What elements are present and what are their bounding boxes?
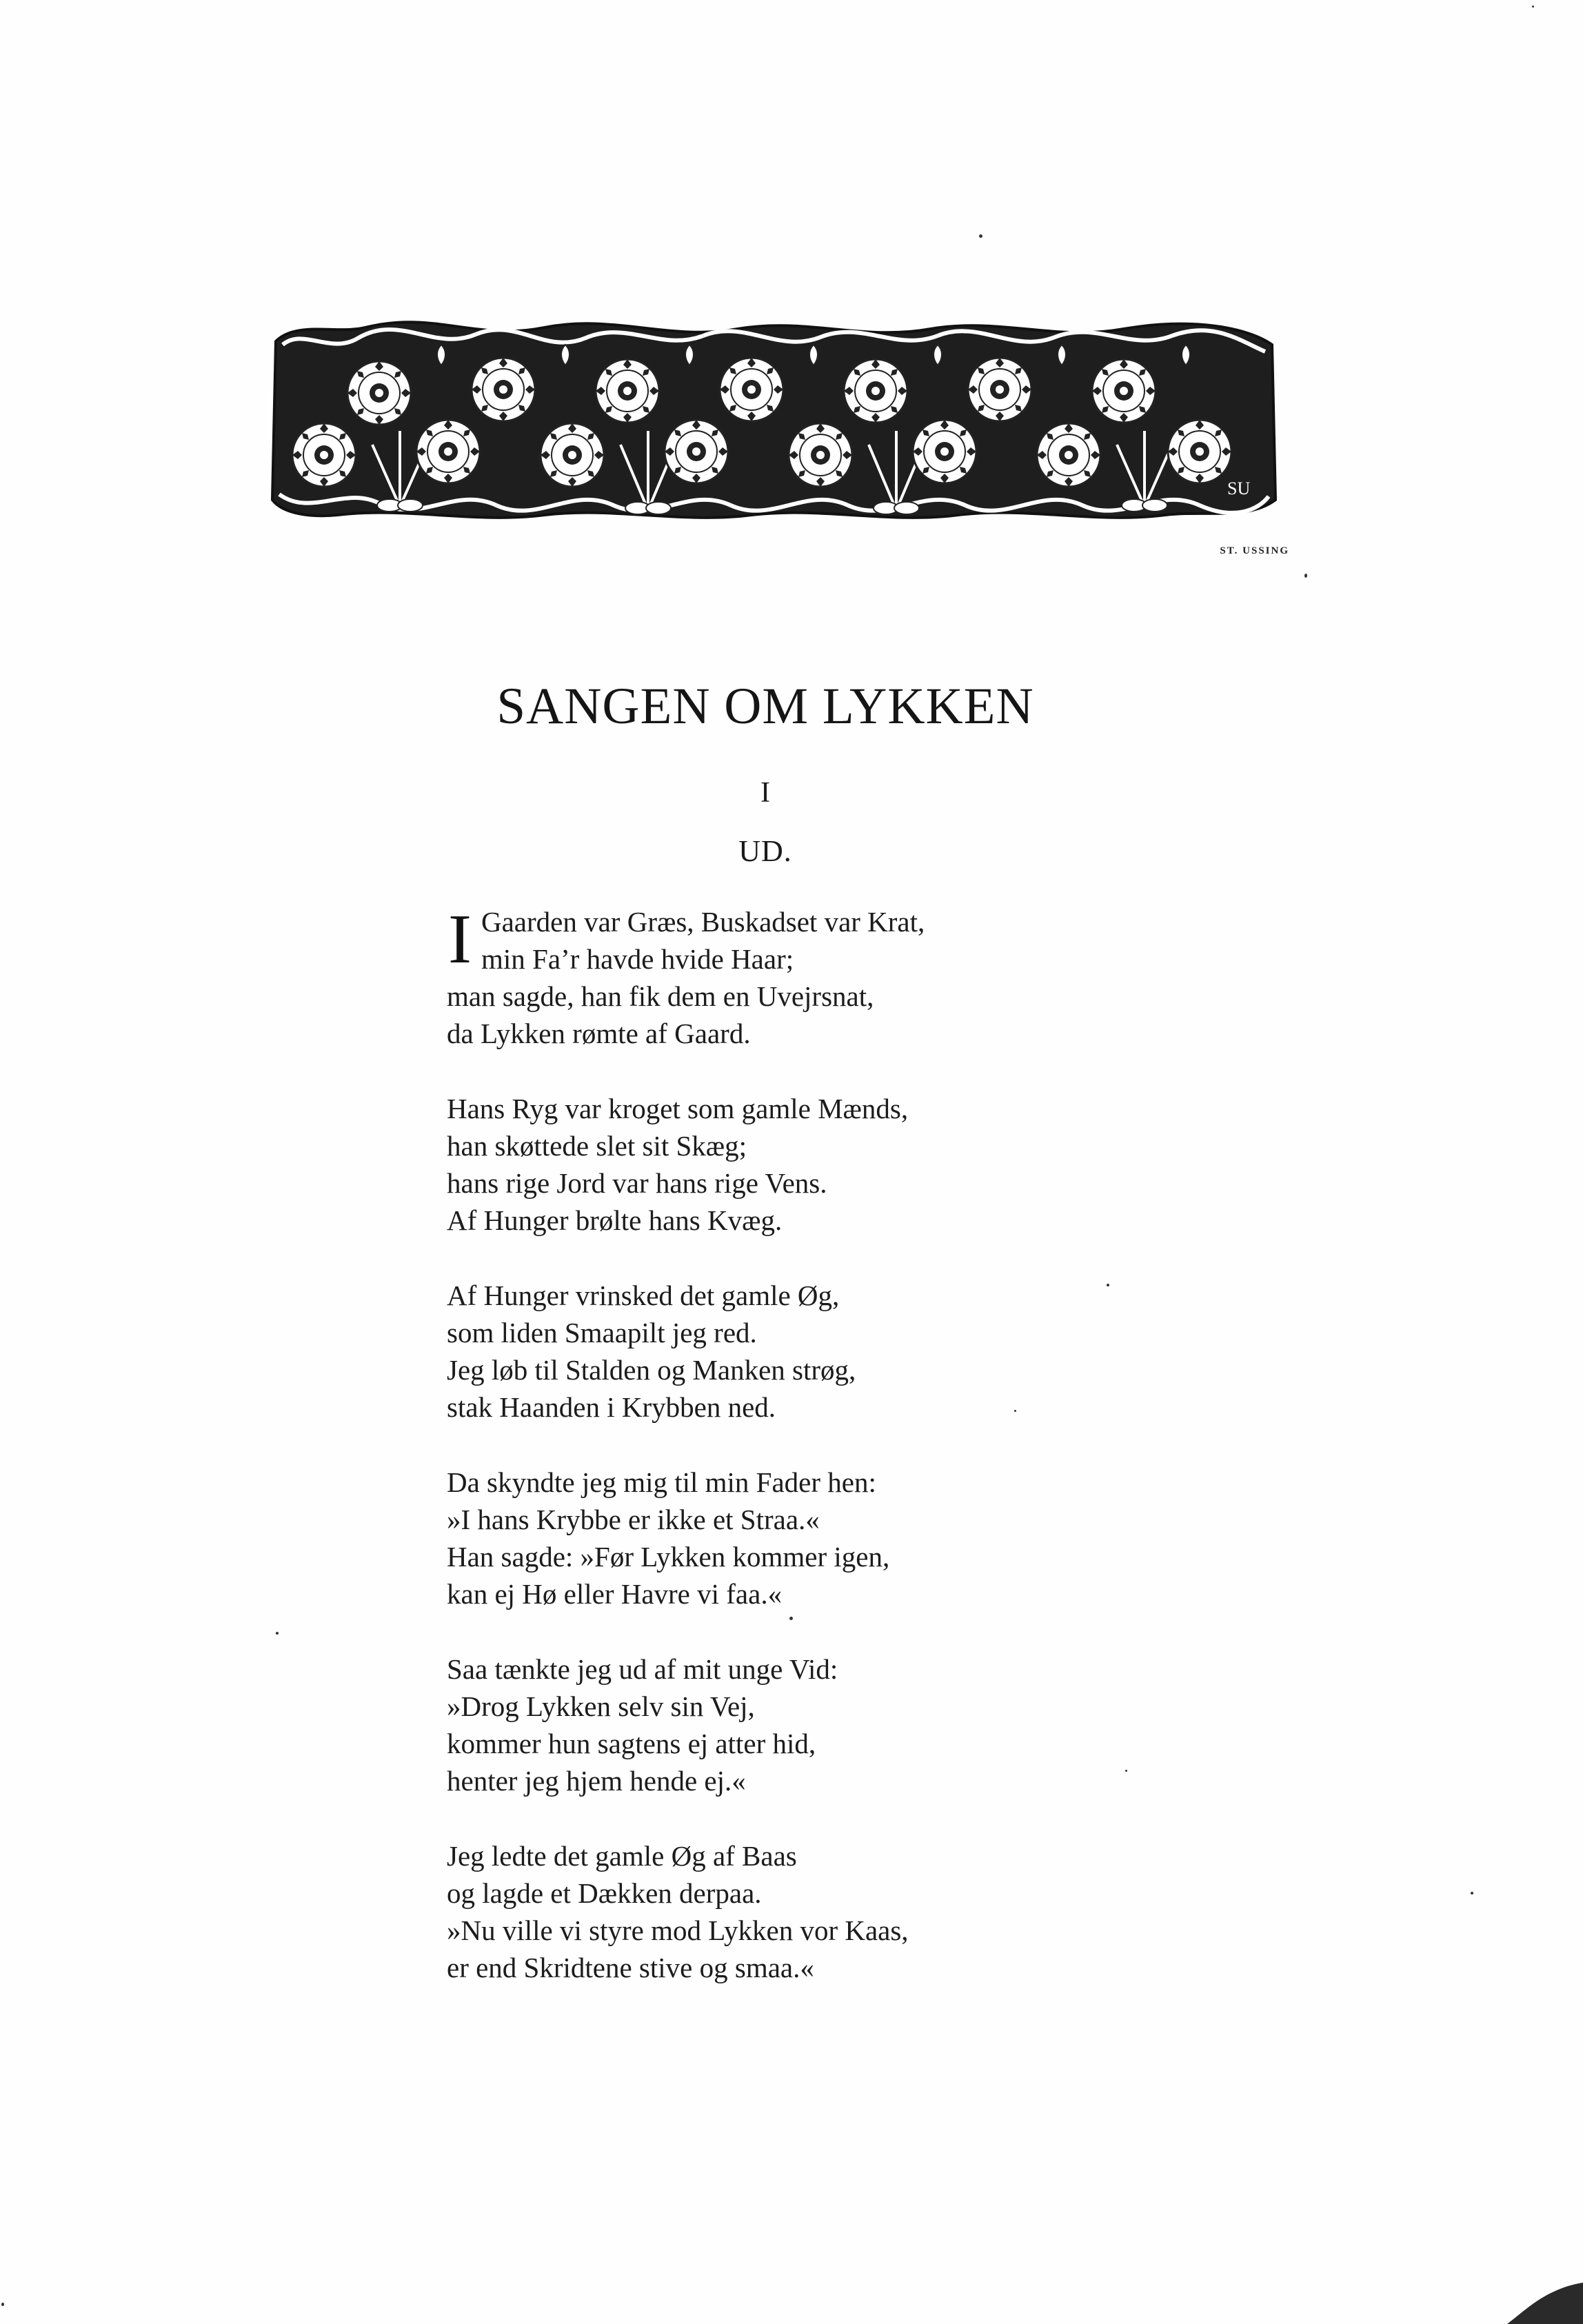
poem-line: Gaarden var Græs, Buskadset var Krat, — [481, 906, 925, 938]
scan-speck — [1125, 1770, 1127, 1772]
drop-cap-letter: I — [448, 900, 472, 978]
part-number: I — [760, 777, 770, 809]
scan-speck — [276, 1632, 279, 1635]
poem-line: min Fa’r havde hvide Haar; — [481, 943, 794, 975]
poem-line: han skøttede slet sit Skæg; — [447, 1130, 747, 1162]
poem-line: »I hans Krybbe er ikke et Straa.« — [447, 1504, 820, 1535]
scan-speck — [789, 1617, 793, 1620]
poem-line: Jeg løb til Stalden og Manken strøg, — [447, 1354, 856, 1386]
scan-speck — [1532, 6, 1534, 8]
scan-speck — [1107, 1284, 1109, 1286]
poem-line: da Lykken rømte af Gaard. — [447, 1018, 751, 1049]
poem-line: Af Hunger brølte hans Kvæg. — [447, 1204, 783, 1236]
poem-line: man sagde, han fik dem en Uvejrsnat, — [447, 980, 874, 1012]
artist-credit: ST. USSING — [1220, 545, 1289, 556]
poem-line: Hans Ryg var kroget som gamle Mænds, — [447, 1093, 909, 1124]
scan-speck — [1014, 1410, 1016, 1412]
part-title: UD. — [738, 834, 792, 868]
stanza-6 — [447, 1837, 1205, 1986]
scan-speck — [1471, 1892, 1473, 1894]
scan-speck — [1, 2303, 4, 2306]
poem-line: som liden Smaapilt jeg red. — [447, 1317, 757, 1348]
poem-line: »Drog Lykken selv sin Vej, — [447, 1690, 755, 1722]
poem-line: Han sagde: »Før Lykken kommer igen, — [447, 1541, 890, 1573]
poem-line: Jeg ledte det gamle Øg af Baas — [447, 1840, 797, 1872]
poem-line: Da skyndte jeg mig til min Fader hen: — [447, 1466, 876, 1498]
poem-title: SANGEN OM LYKKEN — [496, 678, 1034, 735]
stanza-4 — [447, 1464, 1205, 1613]
poem-line: er end Skridtene stive og smaa.« — [447, 1952, 814, 1983]
scan-speck — [1304, 574, 1307, 578]
floral-border-icon — [255, 314, 1289, 529]
poem-line: Saa tænkte jeg ud af mit unge Vid: — [447, 1653, 838, 1685]
poem-line: Af Hunger vrinsked det gamle Øg, — [447, 1280, 840, 1311]
scan-speck — [979, 234, 982, 238]
floral-banner-art — [255, 314, 1289, 529]
poem-line: kan ej Hø eller Havre vi faa.« — [447, 1578, 783, 1610]
poem-line: »Nu ville vi styre mod Lykken vor Kaas, — [447, 1914, 909, 1946]
poem-line: henter jeg hjem hende ej.« — [447, 1765, 746, 1797]
poem-body — [447, 900, 1205, 2024]
poem-line: hans rige Jord var hans rige Vens. — [447, 1167, 827, 1199]
poem-line: kommer hun sagtens ej atter hid, — [447, 1728, 816, 1759]
banner-monogram: SU — [1227, 478, 1251, 498]
stanza-2 — [447, 1090, 1205, 1239]
poem-line: og lagde et Dækken derpaa. — [447, 1877, 762, 1909]
stanza-3 — [447, 1277, 1205, 1426]
poem-line: stak Haanden i Krybben ned. — [447, 1391, 776, 1423]
page-corner-mark — [1507, 2276, 1583, 2324]
stanza-1 — [447, 900, 1205, 1052]
stanza-5 — [447, 1650, 1205, 1799]
